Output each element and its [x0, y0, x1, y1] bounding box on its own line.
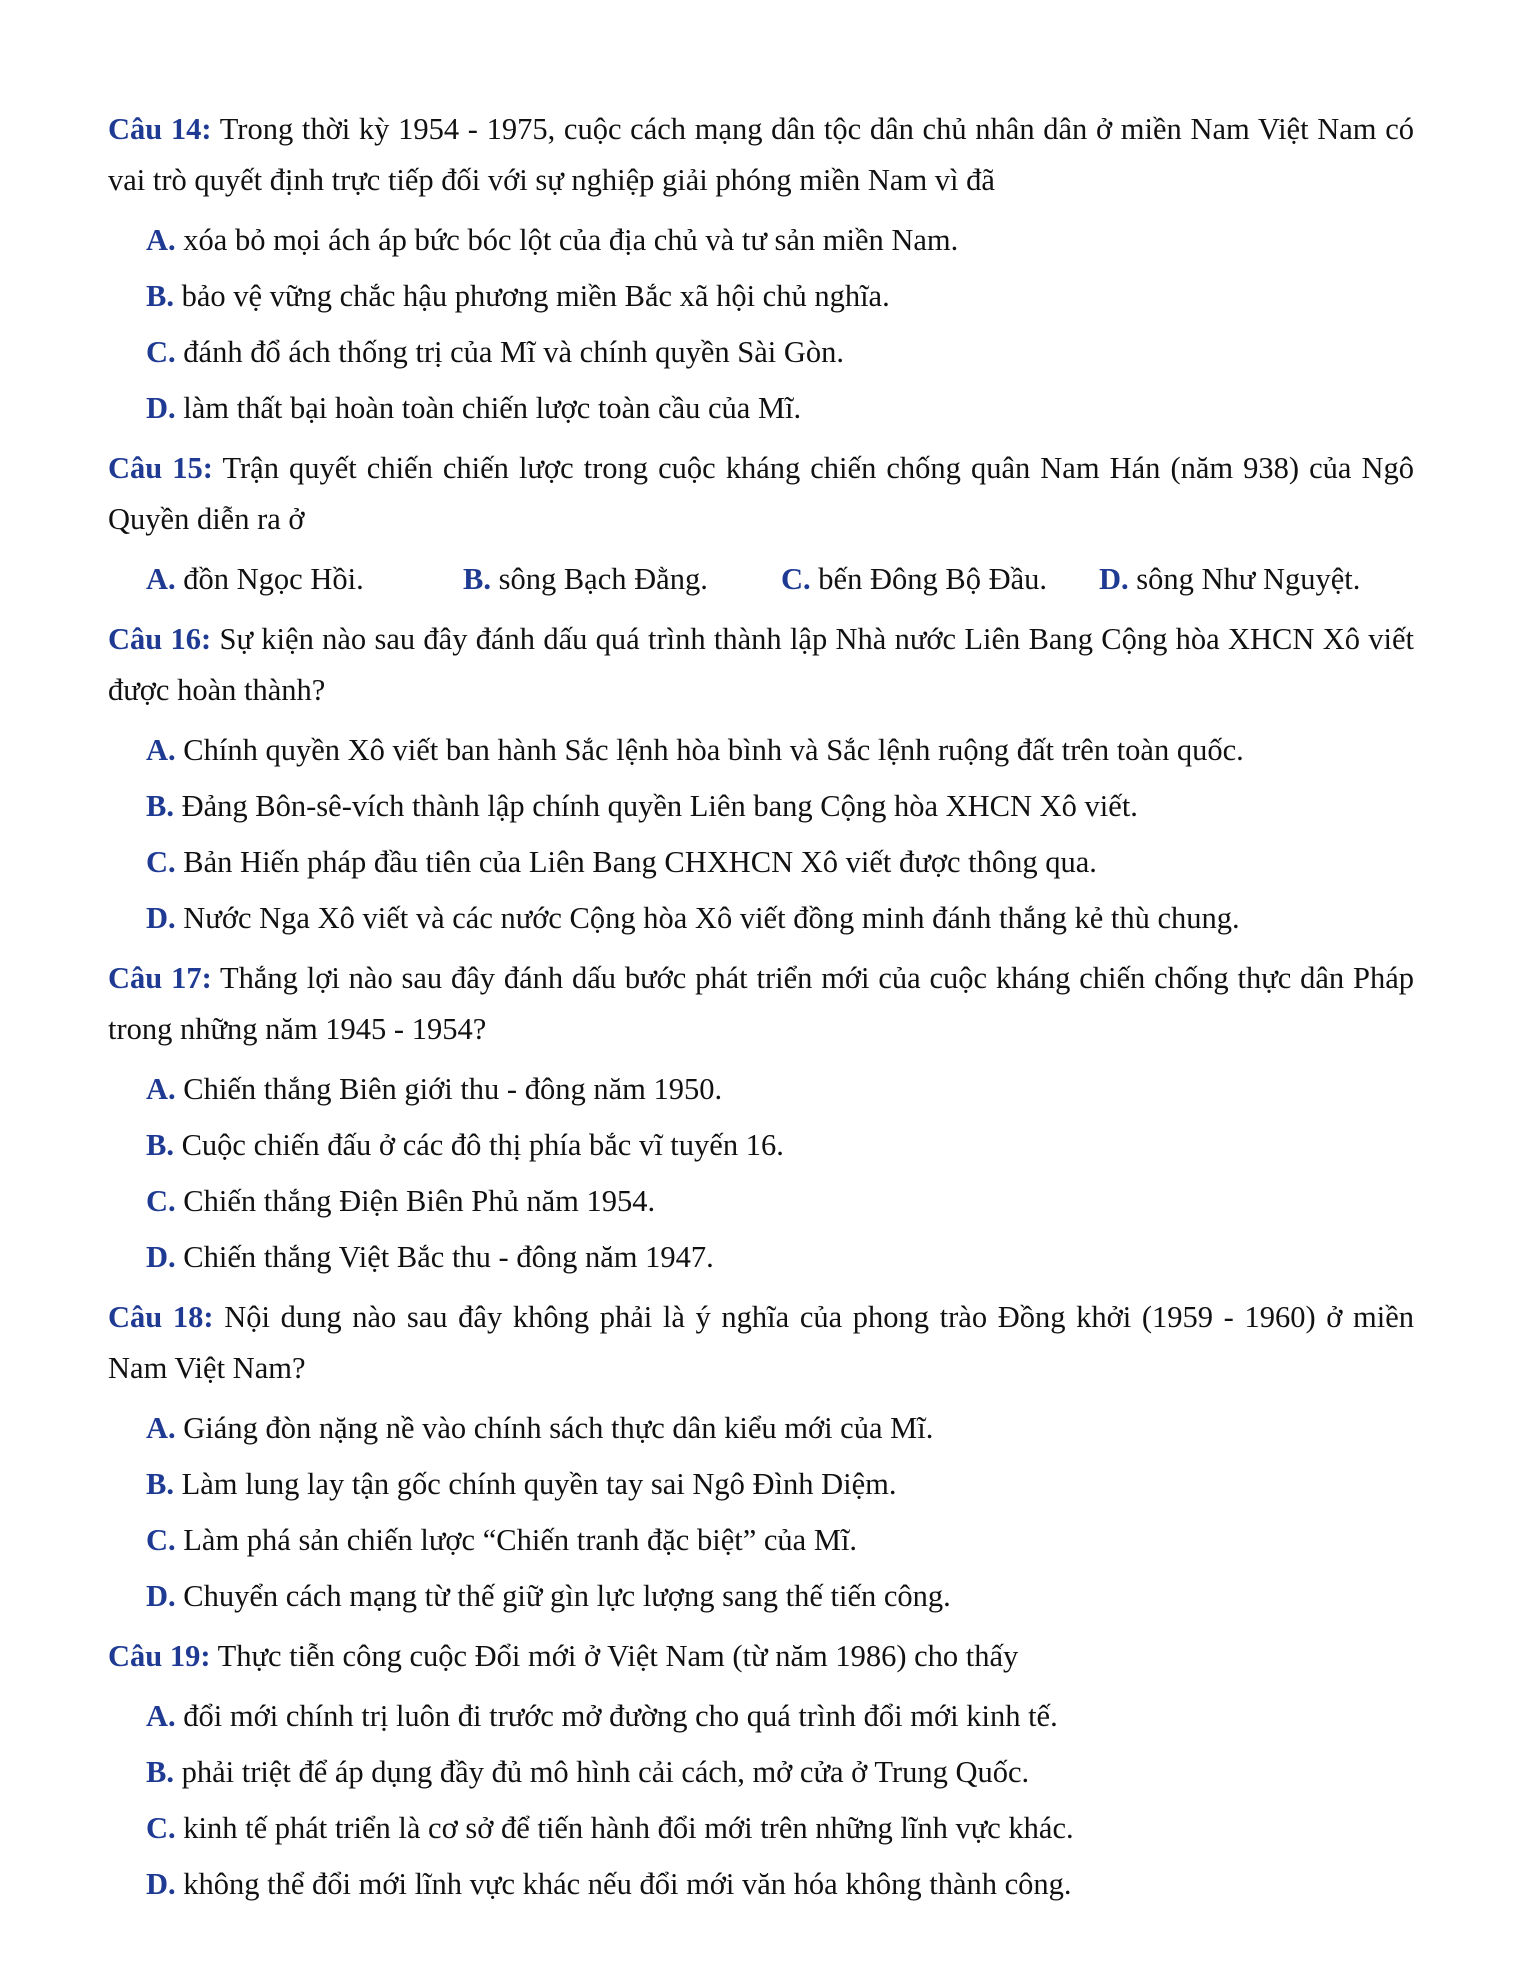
option-text: Chính quyền Xô viết ban hành Sắc lệnh hòa bình và Sắc lệnh ruộng đất trên toàn quốc.: [183, 733, 1244, 767]
question-text: Thắng lợi nào sau đây đánh dấu bước phát triển mới của cuộc kháng chiến chống thực dân Pháp trong những năm 1945 - 1954?: [108, 961, 1414, 1046]
option-letter: D.: [146, 1867, 176, 1901]
option-c[interactable]: [146, 841, 1414, 884]
option-letter: D.: [146, 391, 176, 425]
option-text: không thể đổi mới lĩnh vực khác nếu đổi mới văn hóa không thành công.: [183, 1867, 1072, 1901]
option-b[interactable]: [146, 1124, 1414, 1167]
option-letter: B.: [463, 562, 491, 596]
option-a[interactable]: [146, 1407, 1414, 1450]
option-letter: A.: [146, 1072, 176, 1106]
question-stem: [108, 443, 1414, 545]
option-letter: C.: [146, 1811, 176, 1845]
option-letter: A.: [146, 1411, 176, 1445]
option-b[interactable]: [146, 785, 1414, 828]
question-17: [108, 953, 1414, 1279]
question-text: Nội dung nào sau đây không phải là ý nghĩa của phong trào Đồng khởi (1959 - 1960) ở miền Nam Việt Nam?: [108, 1300, 1414, 1385]
question-text: Thực tiễn công cuộc Đổi mới ở Việt Nam (từ năm 1986) cho thấy: [217, 1639, 1019, 1673]
option-text: Chuyển cách mạng từ thế giữ gìn lực lượng sang thế tiến công.: [183, 1579, 951, 1613]
option-b[interactable]: [146, 275, 1414, 318]
question-16: [108, 614, 1414, 940]
option-d[interactable]: [1099, 558, 1360, 601]
option-d[interactable]: [146, 1863, 1414, 1906]
question-number: Câu 19:: [108, 1639, 211, 1673]
option-text: bảo vệ vững chắc hậu phương miền Bắc xã hội chủ nghĩa.: [181, 279, 890, 313]
question-stem: [108, 104, 1414, 206]
option-a[interactable]: [146, 1068, 1414, 1111]
option-text: Giáng đòn nặng nề vào chính sách thực dân kiểu mới của Mĩ.: [183, 1411, 934, 1445]
option-letter: C.: [146, 1523, 176, 1557]
option-text: Chiến thắng Điện Biên Phủ năm 1954.: [183, 1184, 656, 1218]
question-text: Sự kiện nào sau đây đánh dấu quá trình thành lập Nhà nước Liên Bang Cộng hòa XHCN Xô viết được hoàn thành?: [108, 622, 1415, 707]
option-a[interactable]: [146, 219, 1414, 262]
option-a[interactable]: [146, 729, 1414, 772]
option-text: kinh tế phát triển là cơ sở để tiến hành đổi mới trên những lĩnh vực khác.: [183, 1811, 1074, 1845]
option-a[interactable]: [146, 558, 463, 601]
option-d[interactable]: [146, 897, 1414, 940]
option-text: sông Bạch Đằng.: [498, 562, 708, 596]
question-number: Câu 18:: [108, 1300, 214, 1334]
option-letter: B.: [146, 1128, 174, 1162]
option-text: Bản Hiến pháp đầu tiên của Liên Bang CHXHCN Xô viết được thông qua.: [183, 845, 1097, 879]
option-text: Nước Nga Xô viết và các nước Cộng hòa Xô viết đồng minh đánh thắng kẻ thù chung.: [183, 901, 1240, 935]
option-letter: C.: [781, 562, 811, 596]
question-15: [108, 443, 1414, 601]
option-text: Chiến thắng Biên giới thu - đông năm 1950.: [183, 1072, 723, 1106]
option-letter: B.: [146, 1467, 174, 1501]
option-b[interactable]: [146, 1463, 1414, 1506]
option-d[interactable]: [146, 1575, 1414, 1618]
option-text: đồn Ngọc Hồi.: [183, 562, 364, 596]
question-19: [108, 1631, 1414, 1906]
question-number: Câu 14:: [108, 112, 212, 146]
question-stem: [108, 953, 1414, 1055]
question-stem: [108, 1292, 1414, 1394]
option-letter: A.: [146, 562, 176, 596]
option-letter: C.: [146, 845, 176, 879]
option-c[interactable]: [146, 331, 1414, 374]
option-text: sông Như Nguyệt.: [1136, 562, 1361, 596]
question-number: Câu 15:: [108, 451, 213, 485]
option-text: phải triệt để áp dụng đầy đủ mô hình cải cách, mở cửa ở Trung Quốc.: [181, 1755, 1030, 1789]
option-text: làm thất bại hoàn toàn chiến lược toàn cầu của Mĩ.: [183, 391, 802, 425]
question-text: Trận quyết chiến chiến lược trong cuộc kháng chiến chống quân Nam Hán (năm 938) của Ngô Quyền diễn ra ở: [108, 451, 1414, 536]
option-text: xóa bỏ mọi ách áp bức bóc lột của địa chủ và tư sản miền Nam.: [183, 223, 959, 257]
option-letter: B.: [146, 789, 174, 823]
option-text: Cuộc chiến đấu ở các đô thị phía bắc vĩ tuyến 16.: [181, 1128, 784, 1162]
option-text: Chiến thắng Việt Bắc thu - đông năm 1947.: [183, 1240, 714, 1274]
question-number: Câu 16:: [108, 622, 212, 656]
option-text: Làm phá sản chiến lược “Chiến tranh đặc biệt” của Mĩ.: [183, 1523, 858, 1557]
question-text: Trong thời kỳ 1954 - 1975, cuộc cách mạng dân tộc dân chủ nhân dân ở miền Nam Việt Nam có vai trò quyết định trực tiếp đối với sự nghiệp giải phóng miền Nam vì đã: [108, 112, 1415, 197]
option-d[interactable]: [146, 387, 1414, 430]
option-letter: D.: [146, 901, 176, 935]
question-18: [108, 1292, 1414, 1618]
option-c[interactable]: [781, 558, 1099, 601]
question-number: Câu 17:: [108, 961, 212, 995]
option-text: Đảng Bôn-sê-vích thành lập chính quyền Liên bang Cộng hòa XHCN Xô viết.: [181, 789, 1138, 823]
option-c[interactable]: [146, 1807, 1414, 1850]
option-letter: C.: [146, 335, 176, 369]
option-a[interactable]: [146, 1695, 1414, 1738]
question-14: [108, 104, 1414, 430]
option-d[interactable]: [146, 1236, 1414, 1279]
option-letter: A.: [146, 1699, 176, 1733]
option-letter: A.: [146, 733, 176, 767]
option-b[interactable]: [463, 558, 781, 601]
question-stem: [108, 614, 1414, 716]
option-b[interactable]: [146, 1751, 1414, 1794]
option-c[interactable]: [146, 1519, 1414, 1562]
option-letter: B.: [146, 1755, 174, 1789]
options-row: [146, 558, 1414, 601]
option-text: bến Đông Bộ Đầu.: [818, 562, 1048, 596]
question-stem: [108, 1631, 1414, 1682]
option-text: đổi mới chính trị luôn đi trước mở đường cho quá trình đổi mới kinh tế.: [183, 1699, 1058, 1733]
option-letter: B.: [146, 279, 174, 313]
option-letter: C.: [146, 1184, 176, 1218]
option-letter: D.: [1099, 562, 1129, 596]
option-text: Làm lung lay tận gốc chính quyền tay sai Ngô Đình Diệm.: [181, 1467, 897, 1501]
option-letter: D.: [146, 1579, 176, 1613]
option-text: đánh đổ ách thống trị của Mĩ và chính quyền Sài Gòn.: [183, 335, 844, 369]
option-letter: A.: [146, 223, 176, 257]
option-letter: D.: [146, 1240, 176, 1274]
option-c[interactable]: [146, 1180, 1414, 1223]
